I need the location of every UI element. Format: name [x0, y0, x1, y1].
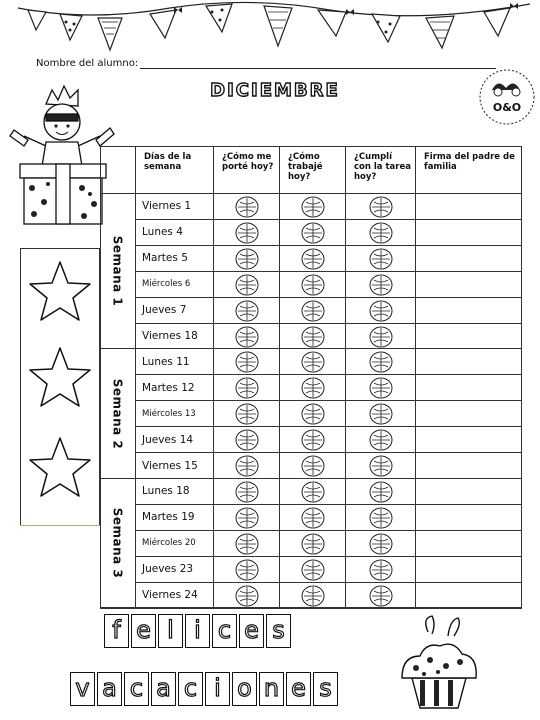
face-rating-icon[interactable] — [301, 300, 325, 322]
face-rating-icon[interactable] — [301, 222, 325, 244]
work-cell[interactable] — [280, 272, 346, 298]
behavior-cell[interactable] — [214, 349, 280, 375]
letter-tile: e — [286, 672, 311, 706]
letter-tile: c — [212, 614, 237, 648]
work-cell[interactable] — [280, 505, 346, 531]
behavior-cell[interactable] — [214, 375, 280, 401]
signature-cell[interactable] — [416, 531, 522, 557]
homework-cell[interactable] — [346, 505, 416, 531]
work-cell[interactable] — [280, 531, 346, 557]
face-rating-icon[interactable] — [369, 481, 393, 503]
homework-cell[interactable] — [346, 220, 416, 246]
student-name-field[interactable] — [140, 59, 496, 69]
signature-cell[interactable] — [416, 349, 522, 375]
face-rating-icon[interactable] — [369, 326, 393, 348]
homework-cell[interactable] — [346, 427, 416, 453]
homework-cell[interactable] — [346, 246, 416, 272]
day-label: Viernes 24 — [136, 583, 214, 609]
bunting-decoration — [0, 0, 540, 60]
face-rating-icon[interactable] — [235, 248, 259, 270]
star-icon — [27, 435, 93, 501]
face-rating-icon[interactable] — [301, 326, 325, 348]
logo — [478, 68, 536, 126]
face-rating-icon[interactable] — [301, 429, 325, 451]
face-rating-icon[interactable] — [369, 507, 393, 529]
face-rating-icon[interactable] — [369, 455, 393, 477]
day-label: Miércoles 6 — [136, 272, 214, 298]
behavior-cell[interactable] — [214, 505, 280, 531]
work-cell[interactable] — [280, 375, 346, 401]
signature-cell[interactable] — [416, 246, 522, 272]
face-rating-icon[interactable] — [235, 559, 259, 581]
face-rating-icon[interactable] — [235, 481, 259, 503]
letter-tile: s — [266, 614, 291, 648]
day-label: Martes 19 — [136, 505, 214, 531]
face-rating-icon[interactable] — [369, 274, 393, 296]
day-label: Miércoles 13 — [136, 401, 214, 427]
face-rating-icon[interactable] — [369, 351, 393, 373]
letter-tile: c — [178, 672, 203, 706]
face-rating-icon[interactable] — [369, 377, 393, 399]
behavior-cell[interactable] — [214, 453, 280, 479]
face-rating-icon[interactable] — [235, 403, 259, 425]
face-rating-icon[interactable] — [301, 455, 325, 477]
star-icon — [27, 345, 93, 411]
work-cell[interactable] — [280, 479, 346, 505]
face-rating-icon[interactable] — [235, 377, 259, 399]
work-cell[interactable] — [280, 324, 346, 350]
face-rating-icon[interactable] — [369, 403, 393, 425]
signature-cell[interactable] — [416, 583, 522, 609]
day-label: Jueves 7 — [136, 298, 214, 324]
page-title: DICIEMBRE — [210, 80, 340, 101]
letter-tile: e — [239, 614, 264, 648]
homework-cell[interactable] — [346, 401, 416, 427]
face-rating-icon[interactable] — [235, 274, 259, 296]
behavior-table — [100, 146, 522, 608]
day-label: Viernes 18 — [136, 324, 214, 350]
logo-text: O&O — [492, 101, 522, 114]
behavior-cell[interactable] — [214, 272, 280, 298]
face-rating-icon[interactable] — [301, 559, 325, 581]
header-behavior: ¿Cómo me porté hoy? — [214, 146, 280, 194]
face-rating-icon[interactable] — [301, 403, 325, 425]
star-icon — [27, 259, 93, 325]
day-label: Lunes 18 — [136, 479, 214, 505]
face-rating-icon[interactable] — [235, 429, 259, 451]
day-label: Jueves 14 — [136, 427, 214, 453]
homework-cell[interactable] — [346, 194, 416, 220]
signature-cell[interactable] — [416, 375, 522, 401]
week-label — [100, 479, 136, 609]
letter-tile: c — [124, 672, 149, 706]
signature-cell[interactable] — [416, 272, 522, 298]
stars-panel — [20, 248, 100, 526]
behavior-cell[interactable] — [214, 557, 280, 583]
behavior-cell[interactable] — [214, 479, 280, 505]
face-rating-icon[interactable] — [235, 351, 259, 373]
work-cell[interactable] — [280, 220, 346, 246]
face-rating-icon[interactable] — [301, 196, 325, 218]
homework-cell[interactable] — [346, 349, 416, 375]
face-rating-icon[interactable] — [369, 196, 393, 218]
homework-cell[interactable] — [346, 298, 416, 324]
letter-tile: i — [205, 672, 230, 706]
letter-tile: f — [104, 614, 129, 648]
work-cell[interactable] — [280, 298, 346, 324]
work-cell[interactable] — [280, 401, 346, 427]
face-rating-icon[interactable] — [235, 196, 259, 218]
work-cell[interactable] — [280, 557, 346, 583]
signature-cell[interactable] — [416, 401, 522, 427]
header-day: Días de la semana — [136, 146, 214, 194]
face-rating-icon[interactable] — [301, 248, 325, 270]
face-rating-icon[interactable] — [301, 585, 325, 607]
behavior-cell[interactable] — [214, 194, 280, 220]
face-rating-icon[interactable] — [235, 300, 259, 322]
signature-cell[interactable] — [416, 427, 522, 453]
week-label-text: Semana 2 — [110, 378, 125, 449]
week-label — [100, 194, 136, 349]
student-name-label: Nombre del alumno: — [36, 58, 139, 69]
cupcake-icon — [394, 612, 484, 712]
day-label: Martes 12 — [136, 375, 214, 401]
face-rating-icon[interactable] — [235, 585, 259, 607]
face-rating-icon[interactable] — [301, 274, 325, 296]
homework-cell[interactable] — [346, 324, 416, 350]
header-work: ¿Cómo trabajé hoy? — [280, 146, 346, 194]
signature-cell[interactable] — [416, 479, 522, 505]
behavior-cell[interactable] — [214, 220, 280, 246]
face-rating-icon[interactable] — [235, 326, 259, 348]
behavior-cell[interactable] — [214, 298, 280, 324]
work-cell[interactable] — [280, 427, 346, 453]
face-rating-icon[interactable] — [369, 533, 393, 555]
week-label-text: Semana 3 — [110, 507, 125, 579]
work-cell[interactable] — [280, 194, 346, 220]
letter-tile: v — [70, 672, 95, 706]
day-label: Martes 5 — [136, 246, 214, 272]
face-rating-icon[interactable] — [369, 559, 393, 581]
behavior-cell[interactable] — [214, 324, 280, 350]
face-rating-icon[interactable] — [369, 248, 393, 270]
face-rating-icon[interactable] — [301, 377, 325, 399]
behavior-cell[interactable] — [214, 246, 280, 272]
face-rating-icon[interactable] — [301, 351, 325, 373]
letter-tile: a — [151, 672, 176, 706]
behavior-cell[interactable] — [214, 427, 280, 453]
homework-cell[interactable] — [346, 531, 416, 557]
header-homework: ¿Cumplí con la tarea hoy? — [346, 146, 416, 194]
student-name-line — [36, 58, 496, 69]
face-rating-icon[interactable] — [301, 533, 325, 555]
homework-cell[interactable] — [346, 583, 416, 609]
header-corner — [100, 146, 136, 194]
letter-tile: e — [131, 614, 156, 648]
homework-cell[interactable] — [346, 375, 416, 401]
work-cell[interactable] — [280, 349, 346, 375]
header-signature: Firma del padre de familia — [416, 146, 522, 194]
signature-cell[interactable] — [416, 557, 522, 583]
signature-cell[interactable] — [416, 453, 522, 479]
day-label: Miércoles 20 — [136, 531, 214, 557]
homework-cell[interactable] — [346, 557, 416, 583]
signature-cell[interactable] — [416, 324, 522, 350]
letter-tile: n — [259, 672, 284, 706]
signature-cell[interactable] — [416, 505, 522, 531]
behavior-cell[interactable] — [214, 401, 280, 427]
face-rating-icon[interactable] — [301, 481, 325, 503]
face-rating-icon[interactable] — [369, 222, 393, 244]
week-label — [100, 349, 136, 479]
face-rating-icon[interactable] — [369, 429, 393, 451]
signature-cell[interactable] — [416, 298, 522, 324]
logo-badge-icon — [478, 68, 536, 126]
face-rating-icon[interactable] — [235, 533, 259, 555]
letter-tile: l — [158, 614, 183, 648]
letter-tile: i — [185, 614, 210, 648]
day-label: Viernes 15 — [136, 453, 214, 479]
homework-cell[interactable] — [346, 453, 416, 479]
letter-tile: a — [97, 672, 122, 706]
day-label: Lunes 11 — [136, 349, 214, 375]
face-rating-icon[interactable] — [235, 507, 259, 529]
felices-title — [104, 614, 291, 648]
day-label: Lunes 4 — [136, 220, 214, 246]
homework-cell[interactable] — [346, 479, 416, 505]
face-rating-icon[interactable] — [235, 455, 259, 477]
behavior-cell[interactable] — [214, 531, 280, 557]
day-label: Viernes 1 — [136, 194, 214, 220]
face-rating-icon[interactable] — [235, 222, 259, 244]
signature-cell[interactable] — [416, 220, 522, 246]
signature-cell[interactable] — [416, 194, 522, 220]
face-rating-icon[interactable] — [369, 585, 393, 607]
day-label: Jueves 23 — [136, 557, 214, 583]
stars-panel-divider — [20, 525, 100, 526]
work-cell[interactable] — [280, 453, 346, 479]
work-cell[interactable] — [280, 583, 346, 609]
letter-tile: s — [313, 672, 338, 706]
homework-cell[interactable] — [346, 272, 416, 298]
letter-tile: o — [232, 672, 257, 706]
behavior-cell[interactable] — [214, 583, 280, 609]
vacaciones-title — [70, 672, 338, 706]
week-label-text: Semana 1 — [110, 235, 125, 307]
work-cell[interactable] — [280, 246, 346, 272]
face-rating-icon[interactable] — [369, 300, 393, 322]
face-rating-icon[interactable] — [301, 507, 325, 529]
